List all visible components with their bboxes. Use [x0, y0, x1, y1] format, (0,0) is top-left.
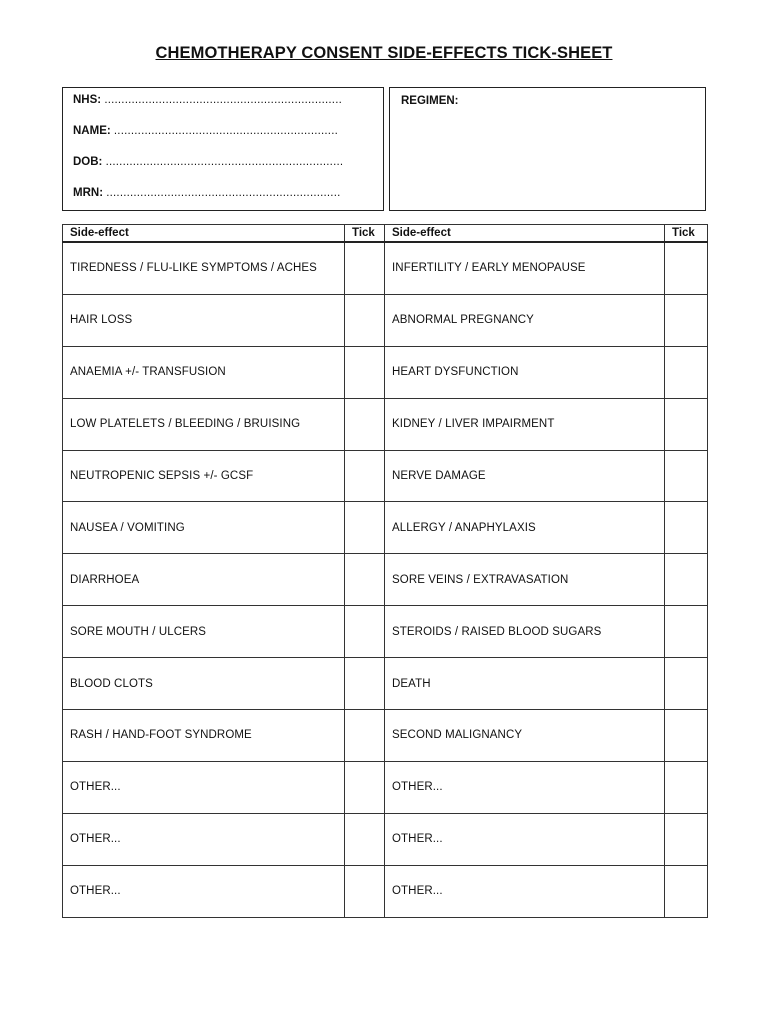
page-title: CHEMOTHERAPY CONSENT SIDE-EFFECTS TICK-SHEET	[155, 44, 613, 62]
table-header-row	[385, 225, 708, 243]
table-row	[385, 294, 708, 346]
tick-box[interactable]	[665, 346, 708, 398]
header-side-effect: Side-effect	[63, 225, 345, 243]
header-tick: Tick	[345, 225, 385, 243]
table-row	[63, 813, 385, 865]
table-row	[63, 398, 385, 450]
regimen-label: REGIMEN:	[401, 95, 459, 107]
side-effect-label: HAIR LOSS	[63, 294, 345, 346]
side-effect-label: LOW PLATELETS / BLEEDING / BRUISING	[63, 398, 345, 450]
tick-box[interactable]	[345, 398, 385, 450]
name-dots: ..................................................................	[113, 125, 338, 137]
side-effect-label: NEUTROPENIC SEPSIS +/- GCSF	[63, 450, 345, 502]
side-effects-table-left	[62, 224, 385, 918]
table-row	[63, 554, 385, 606]
side-effect-label: ANAEMIA +/- TRANSFUSION	[63, 346, 345, 398]
side-effect-label: DEATH	[385, 658, 665, 710]
side-effect-label: NAUSEA / VOMITING	[63, 502, 345, 554]
tick-box[interactable]	[665, 294, 708, 346]
side-effect-label: OTHER...	[385, 865, 665, 917]
side-effect-label: OTHER...	[385, 813, 665, 865]
table-row	[385, 554, 708, 606]
table-row	[63, 502, 385, 554]
header-tick: Tick	[665, 225, 708, 243]
side-effect-label: SORE MOUTH / ULCERS	[63, 606, 345, 658]
name-label: NAME:	[73, 125, 111, 137]
tick-box[interactable]	[345, 606, 385, 658]
tick-box[interactable]	[345, 710, 385, 762]
side-effect-label: RASH / HAND-FOOT SYNDROME	[63, 710, 345, 762]
table-row	[63, 658, 385, 710]
table-row	[385, 502, 708, 554]
side-effect-label: INFERTILITY / EARLY MENOPAUSE	[385, 242, 665, 294]
mrn-label: MRN:	[73, 187, 104, 199]
name-field[interactable]	[73, 125, 338, 137]
side-effect-label: STEROIDS / RAISED BLOOD SUGARS	[385, 606, 665, 658]
side-effect-label: OTHER...	[63, 865, 345, 917]
side-effect-label: ABNORMAL PREGNANCY	[385, 294, 665, 346]
header-side-effect: Side-effect	[385, 225, 665, 243]
tick-box[interactable]	[665, 710, 708, 762]
table-row	[385, 606, 708, 658]
tick-box[interactable]	[345, 554, 385, 606]
table-row	[63, 346, 385, 398]
tick-box[interactable]	[345, 502, 385, 554]
nhs-field[interactable]	[73, 94, 342, 106]
dob-field[interactable]	[73, 156, 343, 168]
table-row	[385, 346, 708, 398]
tick-box[interactable]	[345, 658, 385, 710]
table-row	[385, 761, 708, 813]
table-row	[63, 450, 385, 502]
table-row	[385, 865, 708, 917]
table-row	[63, 761, 385, 813]
table-header-row	[63, 225, 385, 243]
side-effect-label: NERVE DAMAGE	[385, 450, 665, 502]
tick-box[interactable]	[665, 242, 708, 294]
tick-box[interactable]	[345, 865, 385, 917]
table-row	[385, 813, 708, 865]
table-row	[385, 450, 708, 502]
side-effect-label: TIREDNESS / FLU-LIKE SYMPTOMS / ACHES	[63, 242, 345, 294]
dob-label: DOB:	[73, 156, 103, 168]
tick-box[interactable]	[665, 761, 708, 813]
table-row	[385, 242, 708, 294]
table-row	[63, 865, 385, 917]
side-effect-label: HEART DYSFUNCTION	[385, 346, 665, 398]
nhs-label: NHS:	[73, 94, 102, 106]
tick-box[interactable]	[665, 865, 708, 917]
table-row	[385, 658, 708, 710]
tick-box[interactable]	[345, 242, 385, 294]
tick-box[interactable]	[665, 813, 708, 865]
side-effect-label: BLOOD CLOTS	[63, 658, 345, 710]
tick-box[interactable]	[345, 761, 385, 813]
side-effects-table-right	[384, 224, 708, 918]
table-row	[63, 294, 385, 346]
tick-box[interactable]	[665, 606, 708, 658]
table-row	[385, 710, 708, 762]
mrn-dots: .....................................................................	[106, 187, 341, 199]
tick-box[interactable]	[345, 813, 385, 865]
tick-box[interactable]	[665, 658, 708, 710]
mrn-field[interactable]	[73, 187, 341, 199]
table-row	[63, 242, 385, 294]
tick-box[interactable]	[665, 450, 708, 502]
tick-box[interactable]	[345, 294, 385, 346]
side-effect-label: OTHER...	[63, 813, 345, 865]
tick-box[interactable]	[345, 450, 385, 502]
side-effect-label: KIDNEY / LIVER IMPAIRMENT	[385, 398, 665, 450]
side-effect-label: SECOND MALIGNANCY	[385, 710, 665, 762]
table-row	[63, 710, 385, 762]
side-effect-label: ALLERGY / ANAPHYLAXIS	[385, 502, 665, 554]
tick-box[interactable]	[665, 398, 708, 450]
nhs-dots: ......................................................................	[104, 94, 342, 106]
side-effect-label: SORE VEINS / EXTRAVASATION	[385, 554, 665, 606]
tick-box[interactable]	[345, 346, 385, 398]
regimen-box[interactable]	[389, 87, 706, 211]
tick-box[interactable]	[665, 554, 708, 606]
side-effect-label: DIARRHOEA	[63, 554, 345, 606]
tick-box[interactable]	[665, 502, 708, 554]
table-row	[63, 606, 385, 658]
table-row	[385, 398, 708, 450]
side-effect-label: OTHER...	[63, 761, 345, 813]
patient-details-box	[62, 87, 384, 211]
side-effect-label: OTHER...	[385, 761, 665, 813]
dob-dots: ......................................................................	[105, 156, 344, 168]
